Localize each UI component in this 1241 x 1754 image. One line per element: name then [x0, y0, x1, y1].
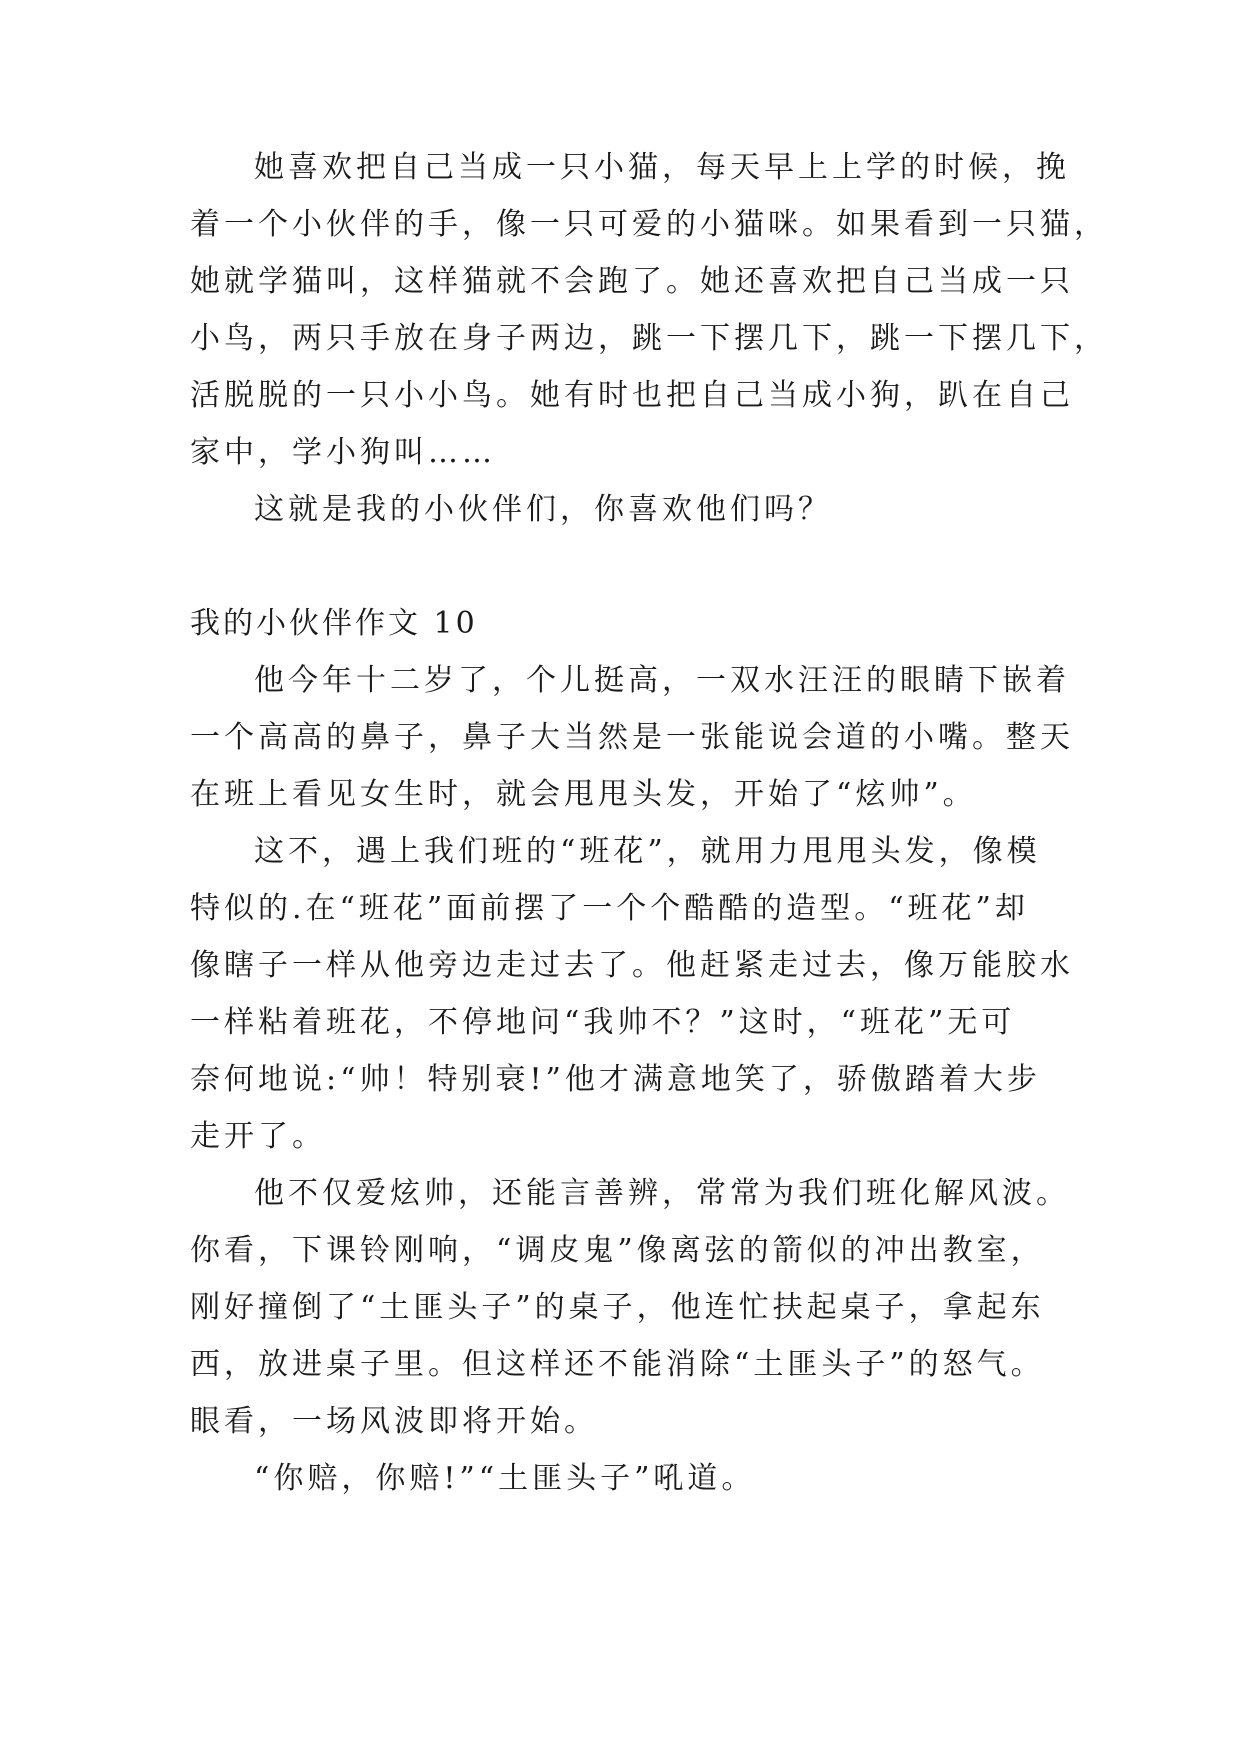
text-line: 特似的.在“班花”面前摆了一个个酷酷的造型。“班花”却 — [190, 891, 1029, 926]
text-line: 你看，下课铃刚响，“调皮鬼”像离弦的箭似的冲出教室， — [190, 1233, 1045, 1268]
text-line: 这不，遇上我们班的“班花”，就用力甩甩头发，像模 — [254, 834, 1041, 869]
text-line: 他不仅爱炫帅，还能言善辨，常常为我们班化解风波。 — [254, 1176, 1070, 1211]
section-heading: 我的小伙伴作文 10 — [190, 606, 478, 641]
text-line: 他今年十二岁了，个儿挺高，一双水汪汪的眼睛下嵌着 — [254, 663, 1070, 698]
text-line: 她喜欢把自己当成一只小猫，每天早上上学的时候，挽 — [254, 150, 1070, 185]
text-line: 这就是我的小伙伴们，你喜欢他们吗？ — [254, 492, 832, 527]
text-line: 像瞎子一样从他旁边走过去了。他赶紧走过去，像万能胶水 — [190, 948, 1074, 983]
text-line: 她就学猫叫，这样猫就不会跑了。她还喜欢把自己当成一只 — [190, 264, 1074, 299]
text-line: 奈何地说:“帅！特别衰!”他才满意地笑了，骄傲踏着大步 — [190, 1062, 1041, 1097]
text-line: 在班上看见女生时，就会甩甩头发，开始了“炫帅”。 — [190, 777, 977, 812]
text-line: 小鸟，两只手放在身子两边，跳一下摆几下，跳一下摆几下， — [190, 321, 1108, 356]
text-line: 家中，学小狗叫…… — [190, 435, 496, 470]
text-line: 着一个小伙伴的手，像一只可爱的小猫咪。如果看到一只猫， — [190, 207, 1108, 242]
text-line: 活脱脱的一只小小鸟。她有时也把自己当成小狗，趴在自己 — [190, 378, 1074, 413]
text-line: 刚好撞倒了“土匪头子”的桌子，他连忙扶起桌子，拿起东 — [190, 1290, 1045, 1325]
text-line: 眼看，一场风波即将开始。 — [190, 1404, 598, 1439]
text-line: 西，放进桌子里。但这样还不能消除“土匪头子”的怒气。 — [190, 1347, 1045, 1382]
text-line: 一样粘着班花，不停地问“我帅不？”这时，“班花”无可 — [190, 1005, 1016, 1040]
text-line: “你赔，你赔!”“土匪头子”吼道。 — [254, 1461, 756, 1496]
text-line: 走开了。 — [190, 1119, 326, 1154]
text-line: 一个高高的鼻子，鼻子大当然是一张能说会道的小嘴。整天 — [190, 720, 1074, 755]
